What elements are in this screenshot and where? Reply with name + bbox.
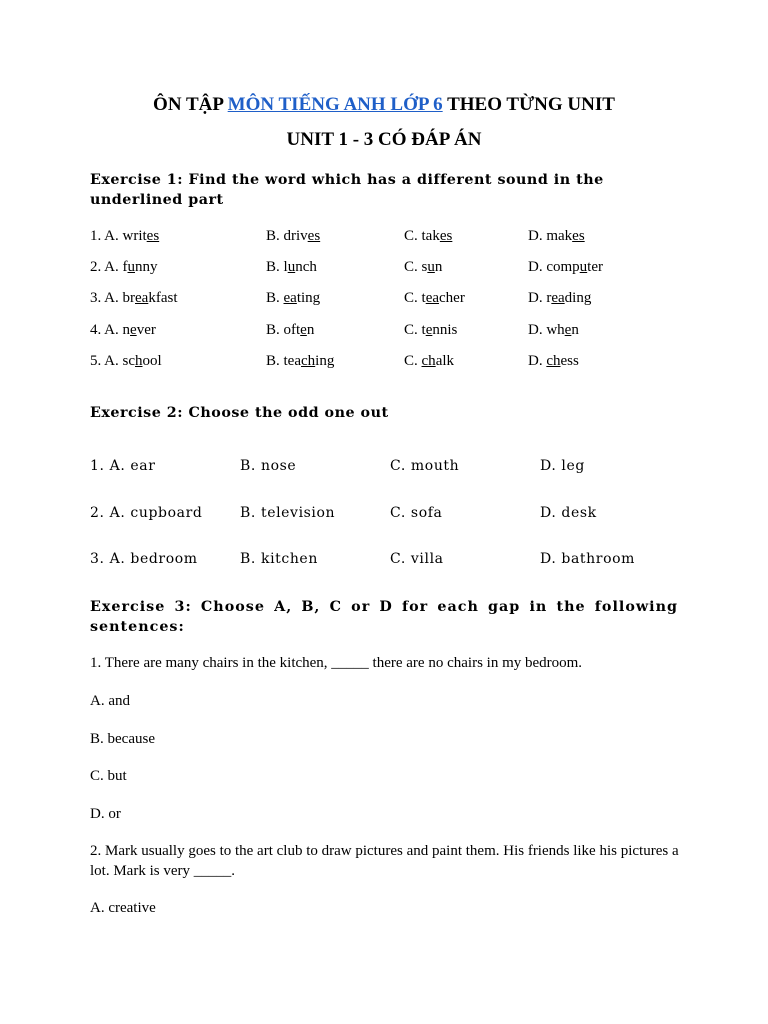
option-c: C. sofa <box>390 505 443 521</box>
option-d: D. chess <box>528 353 579 369</box>
option-c: C. tennis <box>404 322 458 338</box>
question-1: 1. There are many chairs in the kitchen, _____ there are no chairs in my bedroom. <box>90 655 583 671</box>
option-b: B. kitchen <box>240 551 318 567</box>
option-c: C. sun <box>404 259 443 275</box>
option-d: D. makes <box>528 228 585 244</box>
title-suffix: THEO TỪNG UNIT <box>442 94 615 115</box>
option-d: D. reading <box>528 290 592 306</box>
exercise-1-row-2 <box>90 259 690 281</box>
exercise-1-row-1 <box>90 228 690 250</box>
option-a: 2. A. cupboard <box>90 505 203 521</box>
exercise-1-row-4 <box>90 322 690 344</box>
option-b: B. television <box>240 505 336 521</box>
document-subtitle: UNIT 1 - 3 CÓ ĐÁP ÁN <box>286 129 482 150</box>
option-b: B. lunch <box>266 259 317 275</box>
question-1-option-c: C. but <box>90 768 127 784</box>
option-d: D. computer <box>528 259 603 275</box>
exercise-1-heading: Exercise 1: Find the word which has a different sound in the underlined part <box>90 172 604 208</box>
option-c: C. villa <box>390 551 444 567</box>
option-c: C. chalk <box>404 353 455 369</box>
question-1-option-a: A. and <box>90 693 130 709</box>
title-link[interactable]: MÔN TIẾNG ANH LỚP 6 <box>227 94 443 115</box>
exercise-2-row-3 <box>90 551 690 573</box>
document-title <box>0 94 768 116</box>
option-a: 5. A. school <box>90 353 162 369</box>
option-d: D. desk <box>540 505 597 521</box>
option-a: 3. A. breakfast <box>90 290 178 306</box>
option-a: 1. A. ear <box>90 458 156 474</box>
option-c: C. teacher <box>404 290 465 306</box>
option-d: D. when <box>528 322 579 338</box>
option-b: B. teaching <box>266 353 335 369</box>
exercise-1-row-5 <box>90 353 690 375</box>
option-b: B. drives <box>266 228 321 244</box>
option-a: 3. A. bedroom <box>90 551 198 567</box>
exercise-2-row-2 <box>90 505 690 527</box>
option-d: D. leg <box>540 458 585 474</box>
question-2: 2. Mark usually goes to the art club to draw pictures and paint them. His friends like his pictures a lot. Mark is very _____. <box>90 843 679 879</box>
exercise-3-heading: Exercise 3: Choose A, B, C or D for each gap in the following sentences: <box>90 599 678 635</box>
option-c: C. takes <box>404 228 453 244</box>
exercise-1-row-3 <box>90 290 690 312</box>
option-c: C. mouth <box>390 458 460 474</box>
question-2-option-a: A. creative <box>90 900 156 916</box>
option-a: 2. A. funny <box>90 259 158 275</box>
option-b: B. eating <box>266 290 321 306</box>
option-a: 4. A. never <box>90 322 156 338</box>
question-1-option-b: B. because <box>90 731 155 747</box>
option-d: D. bathroom <box>540 551 636 567</box>
option-b: B. nose <box>240 458 297 474</box>
question-1-option-d: D. or <box>90 806 121 822</box>
title-prefix: ÔN TẬP <box>153 94 228 115</box>
exercise-2-heading: Exercise 2: Choose the odd one out <box>90 405 389 421</box>
option-b: B. often <box>266 322 315 338</box>
option-a: 1. A. writes <box>90 228 160 244</box>
exercise-2-row-1 <box>90 458 690 480</box>
